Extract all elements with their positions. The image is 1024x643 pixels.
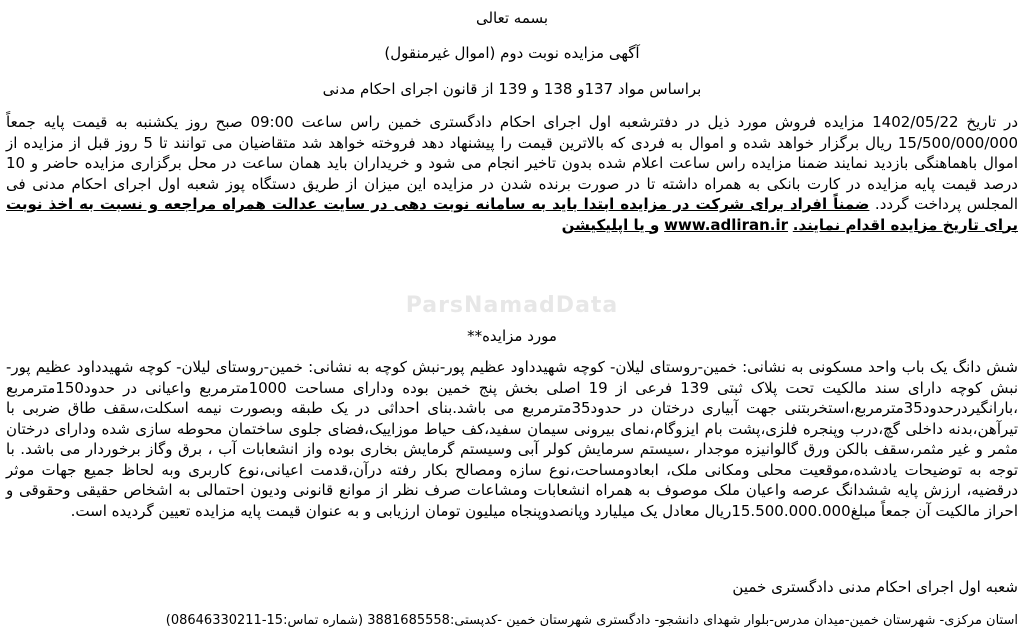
property-description: شش دانگ یک باب واحد مسکونی به نشانی: خمین-روستای لیلان- کوچه شهیدداود عظیم پور-نبش کوچه به نشانی: خمین-روستای لیلان- کوچه شهیدداود عظیم پور-نبش کوچه دارای سند مالکیت تحت پلاک ثبتی 139 فرعی از 19 اصلی بخش پنج خمین بوده ودارای مساحت 1000مترمربع واعیانی در حدود150مترمربع ،بارانگیردرحدود35مترمربع،استخربتنی جهت آبیاری درختان در حدود35مترمربع می باشد.بنای احداثی در یک طبقه وبصورت نیمه اسکلت،سقف طاق ضربی با تیرآهن،بدنه داخلی گچ،درب وپنجره فلزی،پشت بام ایزوگام،نمای بیرونی سیمان سفید،کف حیاط موزاییک،فضای جلوی ساختمان محوطه سازی شده ودارای درختان مثمر و غیر مثمر،سقف بالکن ورق گالوانیزه موجدار ،سیستم سرمایش کولر آبی وسیستم گرمایش بخاری بوده واز انشعابات آب ، برق وگاز برخوردار می باشد. با توجه به توضیحات یادشده،موقعیت محلی ومکانی ملک، ابعادومساحت،نوع سازه ومصالح بکار رفته درآن،قدمت اعیانی،نوع کاربری وبه لحاظ جمیع جهات موثر درقضیه، ارزش پایه ششدانگ عرصه واعیان ملک موصوف به همراه انشعابات ومشاعات صرف نظر از موانع قانونی ودیون احتمالی به اشخاص حقیقی وحقوقی و احراز مالکیت آن جمعاً مبلغ15.500.000.000ریال معادل یک میلیارد وپانصدوپنجاه میلیون تومان ارزیابی و به عنوان قیمت پایه مزایده تعیین گردیده است.	[6, 358, 1018, 520]
notice-title: آگهی مزایده نوبت دوم (اموال غیرمنقول)	[384, 44, 640, 62]
intro-paragraph	[6, 112, 1018, 235]
intro-text: در تاریخ 1402/05/22 مزایده فروش مورد ذیل در دفترشعبه اول اجرای احکام دادگستری خمین راس ساعت 09:00 صبح روز یکشنبه به قیمت پایه جمعاً 15/500/000/000 ریال برگزار خواهد شده و اموال به فردی که بالاترین قیمت را پیشنهاد دهد فروخته خواهد شد متقاضیان می توانند تا 5 روز قبل از مزایده از اموال باهماهنگی بازدید نمایند ضمنا مزایده راس ساعت اعلام شده بدون تاخیر انجام می شود و خریداران باید همان ساعت در محل برگزاری مزایده حاضر و 10 درصد قیمت پایه مزایده در کارت بانکی به همراه داشته تا در صورت برنده شدن در مزایده این میزان از طریق دستگاه پوز شعبه اول اجرای احکام مدنی فی المجلس پرداخت گردد.	[6, 113, 1019, 213]
bismillah-heading: بسمه تعالی	[475, 9, 549, 27]
app-mention: و یا اپلیکیشن	[561, 215, 660, 234]
registration-notice: ضمناً افراد برای شرکت در مزایده ابتدا باید به سامانه نوبت دهی در سایت عدالت همراه مراجعه و نسبت به اخذ نوبت برای تاریخ مزایده اقدام نمایند.	[6, 195, 1018, 234]
signature-line: شعبه اول اجرای احکام مدنی دادگستری خمین	[732, 578, 1018, 596]
watermark: ParsNamadData	[405, 293, 619, 318]
address-line: استان مرکزی- شهرستان خمین-میدان مدرس-بلوار شهدای دانشجو- دادگستری شهرستان خمین -کدپستی:3881685558 (شماره تماس:15-08646330211)	[165, 613, 1018, 628]
notice-subtitle: براساس مواد 137و 138 و 139 از قانون اجرای احکام مدنی	[322, 80, 702, 98]
website-link[interactable]: www.adliran.ir	[664, 215, 789, 234]
section-heading: مورد مزایده**	[467, 327, 557, 345]
